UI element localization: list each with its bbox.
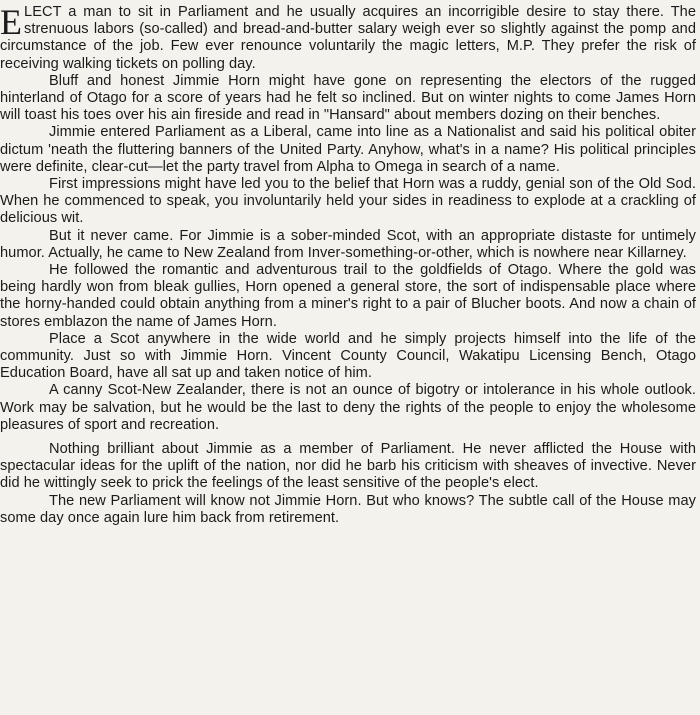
paragraph-1-text: LECT a man to sit in Parliament and he usually acquires an incorrigible desire to stay there. The strenuous labors (so-called) and bread-and-butter salary weigh ever so slightly against the pomp and circumstance of the job. Few ever renounce voluntarily the magic letters, M.P. They prefer the risk of receiving walking tickets on polling day. bbox=[0, 4, 696, 72]
drop-cap: E bbox=[0, 2, 23, 42]
paragraph-3: Jimmie entered Parliament as a Liberal, came into line as a Nationalist and said his political obiter dictum 'neath the fluttering banners of the United Party. Anyhow, what's in a name? His political principles were definite, clear-cut—let the party travel from Alpha to Omega in search of a name. bbox=[0, 124, 696, 175]
paragraph-6: He followed the romantic and adventurous trail to the goldfields of Otago. Where the gold was being hardly won from bleak gullies, Horn opened a general store, the sort of indispensable place where the horny-handed could obtain anything from a miner's right to a pair of Blucher boots. And now a chain of stores emblazon the name of James Horn. bbox=[0, 262, 696, 330]
paragraph-5: But it never came. For Jimmie is a sober-minded Scot, with an appropriate distaste for untimely humor. Actually, he came to New Zealand from Inver-something-or-other, which is nowhere near Killarney. bbox=[0, 227, 696, 261]
paragraph-7: Place a Scot anywhere in the wide world and he simply projects himself into the life of the community. Just so with Jimmie Horn. Vincent County Council, Wakatipu Licensing Bench, Otago Education Board, have all sat up and taken notice of him. bbox=[0, 330, 696, 382]
paragraph-1 bbox=[0, 4, 696, 73]
paragraph-4: First impressions might have led you to the belief that Horn was a ruddy, genial son of the Old Sod. When he commenced to speak, you involuntarily held your sides in readiness to explode at a crackling of delicious wit. bbox=[0, 176, 696, 227]
paragraph-2: Bluff and honest Jimmie Horn might have gone on representing the electors of the rugged hinterland of Otago for a score of years had he felt so inclined. But on winter nights to come James Horn will toast his toes over his ain fireside and read in "Hansard" about members dozing on their benches. bbox=[0, 72, 696, 124]
paragraph-8: A canny Scot-New Zealander, there is not an ounce of bigotry or intolerance in his whole outlook. Work may be salvation, but he would be the last to deny the rights of the people to enjoy the wholesome pleasures of sport and recreation. bbox=[0, 382, 696, 433]
paragraph-9: Nothing brilliant about Jimmie as a member of Parliament. He never afflicted the House with spectacular ideas for the uplift of the nation, nor did he barb his criticism with sheaves of invective. Never did he wittingly seek to prick the feelings of the least sensitive of the people's elect. bbox=[0, 441, 696, 492]
paragraph-10: The new Parliament will know not Jimmie Horn. But who knows? The subtle call of the House may some day once again lure him back from retirement. bbox=[0, 492, 696, 526]
